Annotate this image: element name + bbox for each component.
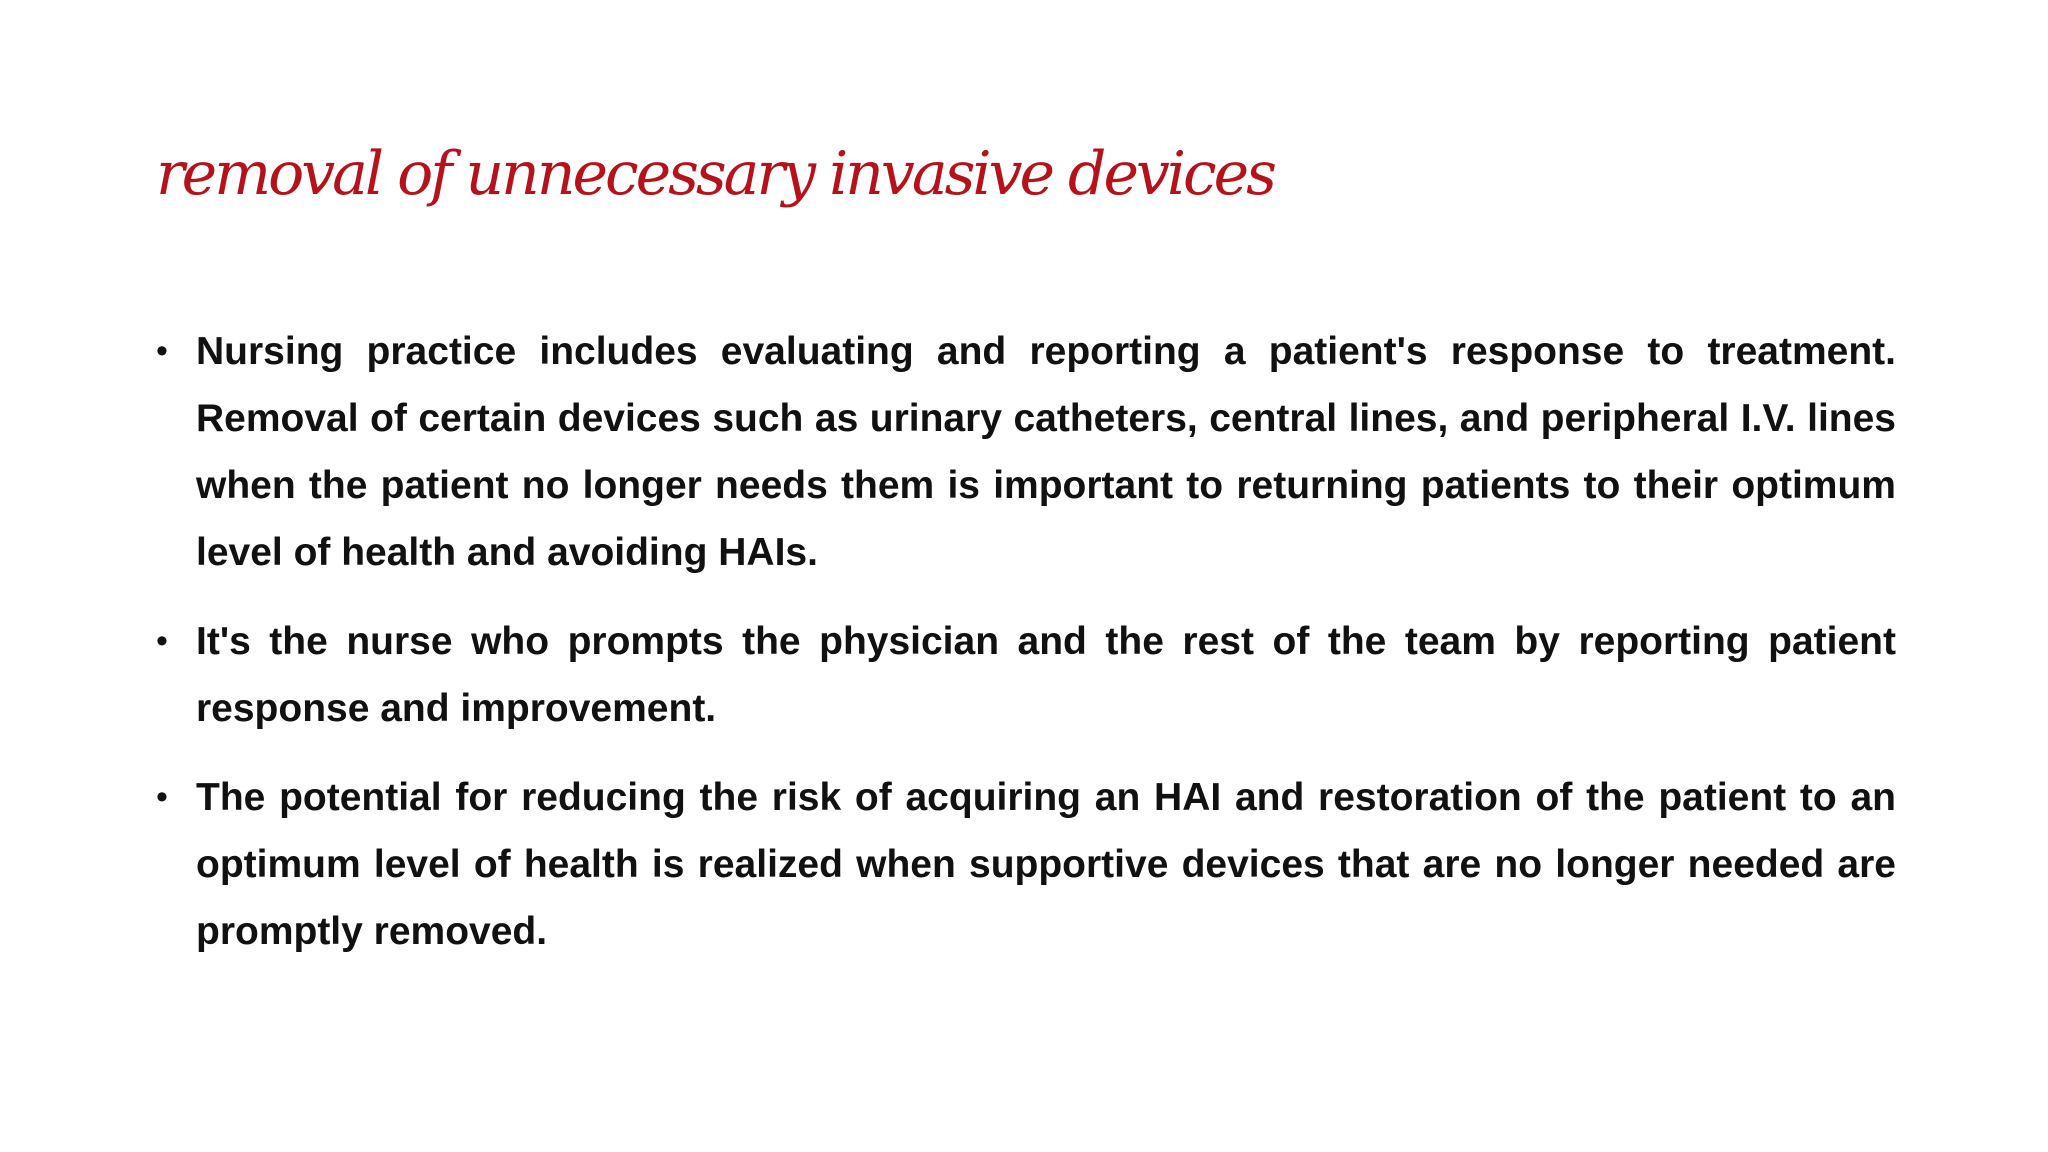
bullet-dot-icon: • [156, 332, 168, 370]
bullet-text: Nursing practice includes evaluating and reporting a patient's response to treatment. Removal of certain devices such as urinary catheters, central lines, and peripheral I.V. lines when the patient no longer needs them is important to returning patients to their optimum level of health and avoiding HAIs. [196, 330, 1896, 574]
bullet-list [156, 318, 1896, 987]
bullet-item [156, 608, 1896, 742]
bullet-dot-icon: • [156, 778, 168, 816]
bullet-text: The potential for reducing the risk of acquiring an HAI and restoration of the patient to an optimum level of health is realized when supportive devices that are no longer needed are promptly removed. [196, 776, 1896, 953]
bullet-item [156, 318, 1896, 586]
bullet-item [156, 764, 1896, 965]
bullet-dot-icon: • [156, 622, 168, 660]
bullet-text: It's the nurse who prompts the physician and the rest of the team by reporting patient response and improvement. [196, 620, 1896, 730]
slide-title: removal of unnecessary invasive devices [156, 139, 1274, 209]
